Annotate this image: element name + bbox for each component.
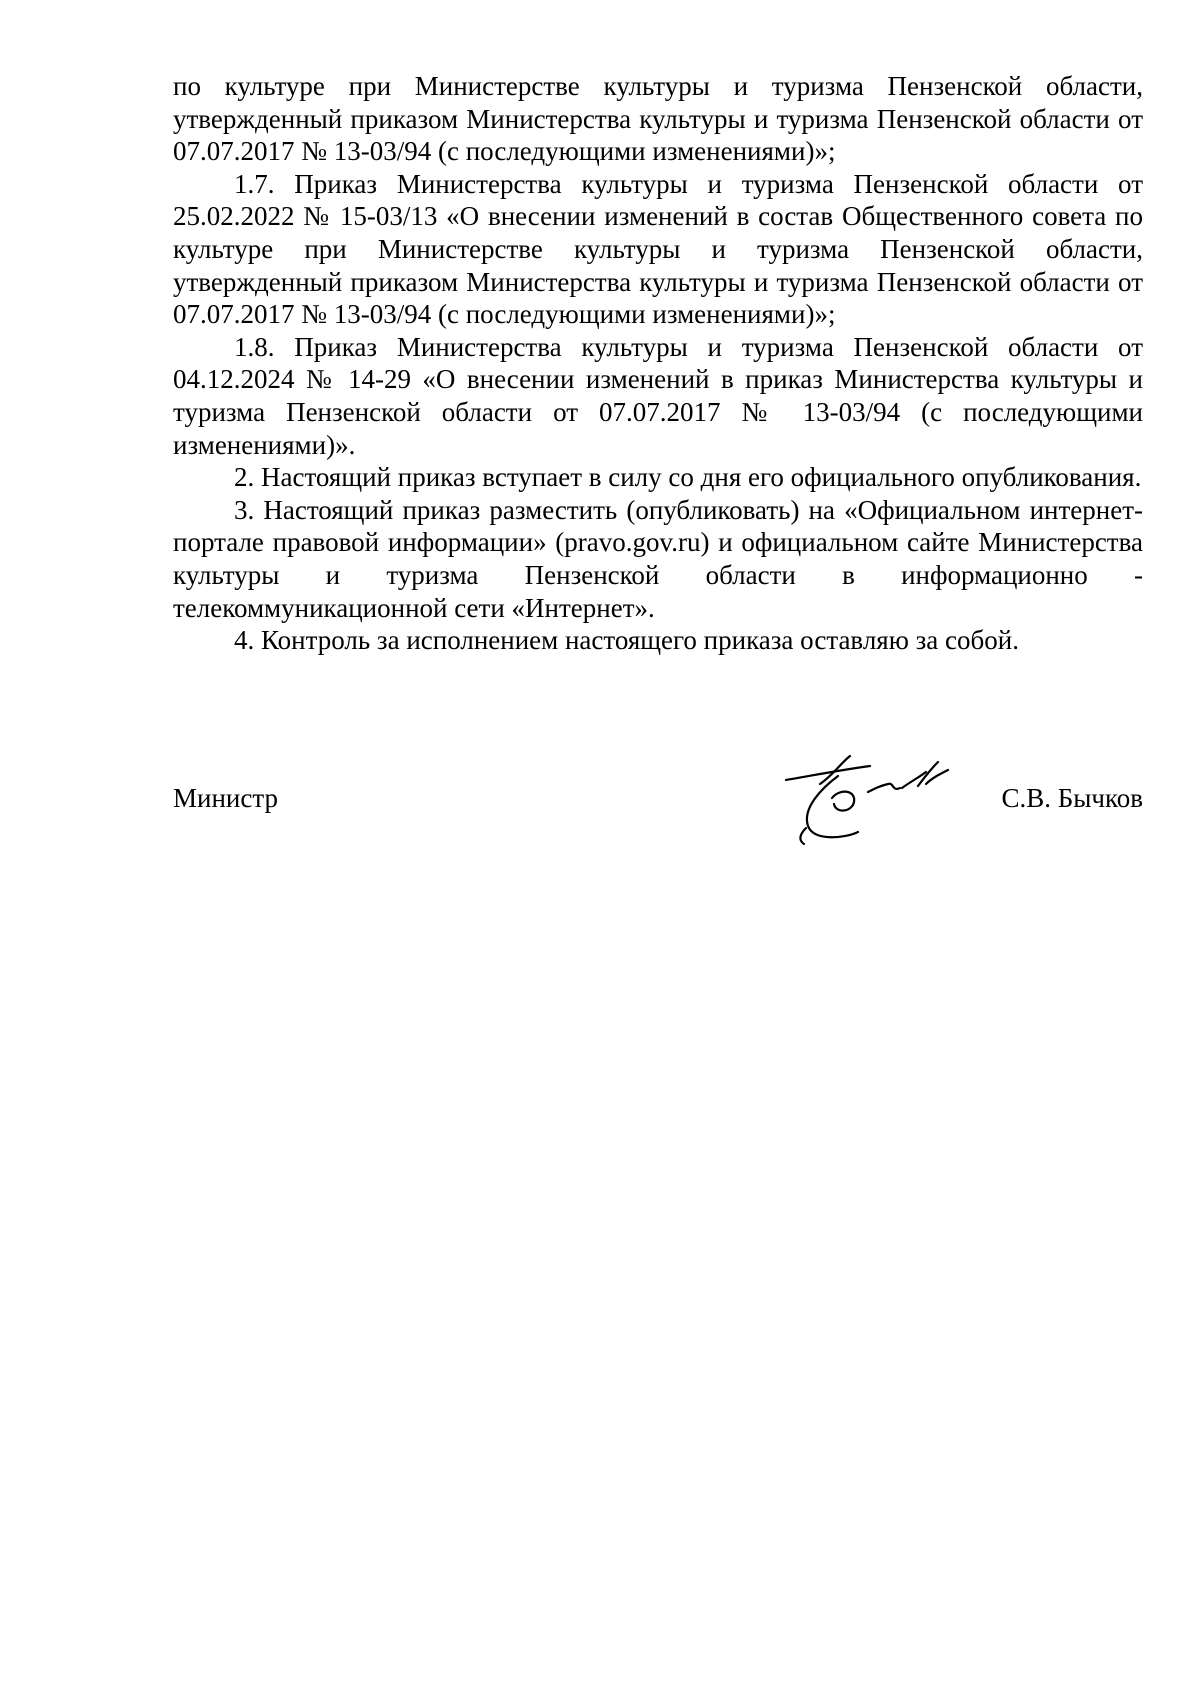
paragraph-item-4: 4. Контроль за исполнением настоящего приказа оставляю за собой. — [234, 625, 1019, 656]
signatory-title: Министр — [173, 783, 278, 813]
signature-row — [173, 782, 1143, 822]
paragraph-item-2: 2. Настоящий приказ вступает в силу со дня его официального опубликования. — [234, 462, 1142, 493]
paragraph-item-3: 3. Настоящий приказ разместить (опубликовать) на «Официальном интернет-портале правовой информации» (pravo.gov.ru) и официальном сайте Министерства культуры и туризма Пензенской области в информационно - телекоммуникационной сети «Интернет». — [173, 494, 1143, 623]
paragraph-continuation: по культуре при Министерстве культуры и туризма Пензенской области, утвержденный приказом Министерства культуры и туризма Пензенской области от 07.07.2017 № 13-03/94 (с последующими изменениями)»; — [173, 71, 1143, 167]
paragraph-item-1-7: 1.7. Приказ Министерства культуры и туризма Пензенской области от 25.02.2022 № 15-03/13 «О внесении изменений в состав Общественного совета по культуре при Министерстве культуры и туризма Пензенской области, утвержденный приказом Министерства культуры и туризма Пензенской области от 07.07.2017 № 13-03/94 (с последующими изменениями)»; — [173, 168, 1143, 330]
document-body — [173, 70, 1143, 657]
paragraph-item-1-8: 1.8. Приказ Министерства культуры и туризма Пензенской области от 04.12.2024 № 14-29 «О внесении изменений в приказ Министерства культуры и туризма Пензенской области от 07.07.2017 № 13-03/94 (с последующими изменениями)». — [173, 331, 1143, 460]
signatory-name: С.В. Бычков — [1001, 783, 1143, 813]
